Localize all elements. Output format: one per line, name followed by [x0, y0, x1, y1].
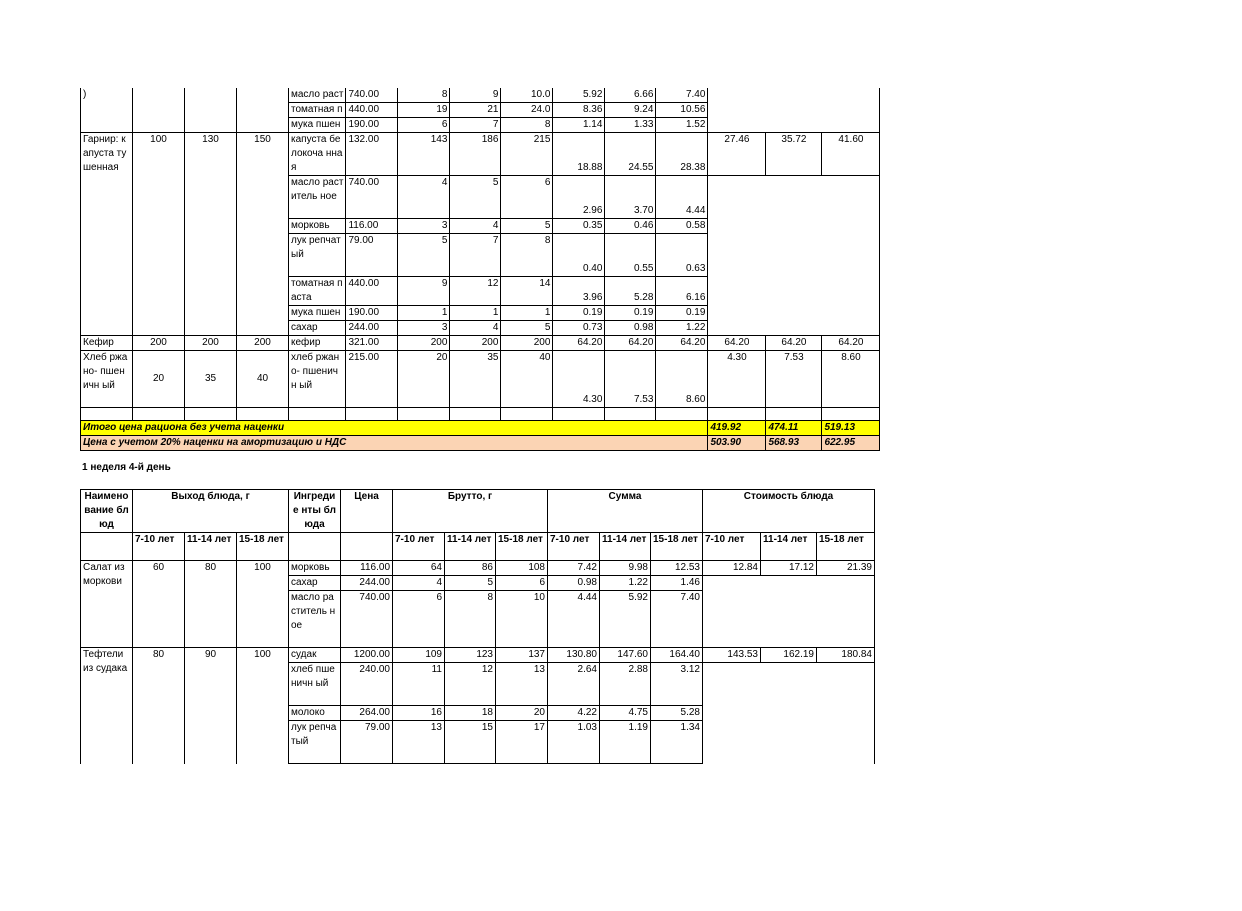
sum-cell: 5.92 — [600, 591, 651, 648]
col-header-age: 15-18 лет — [817, 533, 875, 561]
sum-cell: 2.88 — [600, 663, 651, 706]
brutto-cell: 6 — [501, 176, 553, 219]
col-header-ingredients: Ингредие нты блюда — [289, 490, 341, 533]
brutto-cell: 6 — [496, 576, 548, 591]
sum-cell: 7.40 — [651, 591, 703, 648]
total-value: 474.11 — [766, 421, 822, 436]
dish-cost-cell: 162.19 — [761, 648, 817, 663]
brutto-cell: 17 — [496, 721, 548, 764]
dish-cost-cell: 27.46 — [708, 133, 766, 176]
sum-cell: 0.55 — [605, 234, 656, 277]
brutto-cell: 9 — [398, 277, 450, 306]
brutto-cell: 4 — [398, 176, 450, 219]
yield-cell: 60 — [133, 561, 185, 648]
table-row — [81, 133, 880, 176]
ingredient-cell: хлеб ржано- пшеничн ый — [289, 351, 346, 408]
ingredient-cell: лук репчатый — [289, 234, 346, 277]
brutto-cell: 109 — [393, 648, 445, 663]
yield-cell: 80 — [185, 561, 237, 648]
dish-name-cell: ) — [81, 88, 133, 103]
table-row — [81, 351, 880, 408]
price-cell: 740.00 — [341, 591, 393, 648]
price-cell: 240.00 — [341, 663, 393, 706]
price-cell: 190.00 — [346, 118, 398, 133]
sum-cell: 1.22 — [656, 321, 708, 336]
col-header-yield: Выход блюда, г — [133, 490, 289, 533]
markup-label: Цена с учетом 20% наценки на амортизацию и НДС — [81, 436, 708, 451]
sum-cell: 0.19 — [605, 306, 656, 321]
brutto-cell: 24.0 — [501, 103, 553, 118]
price-cell: 132.00 — [346, 133, 398, 176]
sum-cell: 24.55 — [605, 133, 656, 176]
brutto-cell: 4 — [450, 321, 501, 336]
markup-value: 503.90 — [708, 436, 766, 451]
brutto-cell: 11 — [393, 663, 445, 706]
ingredient-cell: мука пшен — [289, 306, 346, 321]
sum-cell: 0.58 — [656, 219, 708, 234]
ingredient-cell: томатная п — [289, 103, 346, 118]
col-header-age: 7-10 лет — [133, 533, 185, 561]
sum-cell: 147.60 — [600, 648, 651, 663]
yield-cell: 40 — [237, 351, 289, 408]
sum-cell: 28.38 — [656, 133, 708, 176]
sum-cell: 0.35 — [553, 219, 605, 234]
ingredient-cell: сахар — [289, 321, 346, 336]
total-value: 519.13 — [822, 421, 880, 436]
dish-cost-cell: 17.12 — [761, 561, 817, 576]
brutto-cell: 5 — [398, 234, 450, 277]
col-header-cost: Стоимость блюда — [703, 490, 875, 533]
sum-cell: 4.30 — [553, 351, 605, 408]
price-cell: 1200.00 — [341, 648, 393, 663]
ingredient-cell: масло раститель ное — [289, 591, 341, 648]
col-header-age: 7-10 лет — [703, 533, 761, 561]
ingredient-cell: кефир — [289, 336, 346, 351]
total-value: 419.92 — [708, 421, 766, 436]
price-cell: 79.00 — [346, 234, 398, 277]
sum-cell: 64.20 — [605, 336, 656, 351]
sum-cell: 4.44 — [656, 176, 708, 219]
brutto-cell: 1 — [450, 306, 501, 321]
col-header-age: 15-18 лет — [651, 533, 703, 561]
sum-cell: 9.24 — [605, 103, 656, 118]
sum-cell: 6.66 — [605, 88, 656, 103]
header-row — [81, 490, 875, 533]
dish-name-cell: Хлеб ржано- пшеничн ый — [81, 351, 133, 408]
yield-cell: 200 — [185, 336, 237, 351]
sum-cell: 5.92 — [553, 88, 605, 103]
sum-cell: 7.42 — [548, 561, 600, 576]
price-cell: 116.00 — [346, 219, 398, 234]
price-cell: 116.00 — [341, 561, 393, 576]
brutto-cell: 4 — [393, 576, 445, 591]
ingredient-cell: морковь — [289, 219, 346, 234]
yield-cell: 100 — [237, 561, 289, 648]
col-header-age: 7-10 лет — [393, 533, 445, 561]
brutto-cell: 5 — [450, 176, 501, 219]
sum-cell: 0.98 — [605, 321, 656, 336]
brutto-cell: 8 — [501, 234, 553, 277]
brutto-cell: 186 — [450, 133, 501, 176]
sum-cell: 7.53 — [605, 351, 656, 408]
sum-cell: 1.46 — [651, 576, 703, 591]
ingredient-cell: мука пшен — [289, 118, 346, 133]
col-header-age: 11-14 лет — [761, 533, 817, 561]
brutto-cell: 64 — [393, 561, 445, 576]
sum-cell: 4.75 — [600, 706, 651, 721]
ingredient-cell: масло раститель ное — [289, 176, 346, 219]
cost-table-day4 — [80, 489, 875, 764]
brutto-cell: 1 — [398, 306, 450, 321]
price-cell: 244.00 — [346, 321, 398, 336]
sum-cell: 0.63 — [656, 234, 708, 277]
brutto-cell: 13 — [496, 663, 548, 706]
col-header-price: Цена — [341, 490, 393, 533]
ingredient-cell: судак — [289, 648, 341, 663]
col-header-sum: Сумма — [548, 490, 703, 533]
brutto-cell: 20 — [496, 706, 548, 721]
markup-value: 568.93 — [766, 436, 822, 451]
brutto-cell: 15 — [445, 721, 496, 764]
dish-name-cell: Кефир — [81, 336, 133, 351]
brutto-cell: 12 — [445, 663, 496, 706]
brutto-cell: 123 — [445, 648, 496, 663]
yield-cell: 90 — [185, 648, 237, 764]
price-cell: 740.00 — [346, 176, 398, 219]
yield-cell: 200 — [133, 336, 185, 351]
sum-cell: 4.44 — [548, 591, 600, 648]
sum-cell: 0.40 — [553, 234, 605, 277]
dish-cost-cell: 12.84 — [703, 561, 761, 576]
table-row — [81, 336, 880, 351]
dish-cost-cell: 21.39 — [817, 561, 875, 576]
total-label: Итого цена рациона без учета наценки — [81, 421, 708, 436]
sum-cell: 64.20 — [553, 336, 605, 351]
brutto-cell: 16 — [393, 706, 445, 721]
col-header-brutto: Брутто, г — [393, 490, 548, 533]
brutto-cell: 20 — [398, 351, 450, 408]
brutto-cell: 9 — [450, 88, 501, 103]
brutto-cell: 215 — [501, 133, 553, 176]
sum-cell: 0.98 — [548, 576, 600, 591]
menu-cost-sheet-day4 — [80, 489, 875, 764]
sum-cell: 7.40 — [656, 88, 708, 103]
dish-cost-cell: 64.20 — [708, 336, 766, 351]
sum-cell: 1.22 — [600, 576, 651, 591]
price-cell: 79.00 — [341, 721, 393, 764]
ingredient-cell: молоко — [289, 706, 341, 721]
brutto-cell: 200 — [450, 336, 501, 351]
sum-cell: 9.98 — [600, 561, 651, 576]
header-row — [81, 533, 875, 561]
table-row — [81, 408, 880, 421]
sum-cell: 3.12 — [651, 663, 703, 706]
ingredient-cell: лук репчатый — [289, 721, 341, 764]
sum-cell: 6.16 — [656, 277, 708, 306]
sum-cell: 130.80 — [548, 648, 600, 663]
sum-cell: 8.36 — [553, 103, 605, 118]
brutto-cell: 12 — [450, 277, 501, 306]
sum-cell: 0.19 — [553, 306, 605, 321]
yield-cell: 100 — [133, 133, 185, 336]
sum-cell: 1.52 — [656, 118, 708, 133]
brutto-cell: 108 — [496, 561, 548, 576]
brutto-cell: 200 — [398, 336, 450, 351]
yield-cell: 200 — [237, 336, 289, 351]
brutto-cell: 21 — [450, 103, 501, 118]
sum-cell: 3.70 — [605, 176, 656, 219]
dish-cost-cell: 64.20 — [822, 336, 880, 351]
dish-cost-cell: 7.53 — [766, 351, 822, 408]
yield-cell: 100 — [237, 648, 289, 764]
table-row — [81, 648, 875, 663]
brutto-cell: 18 — [445, 706, 496, 721]
brutto-cell: 8 — [398, 88, 450, 103]
yield-cell: 35 — [185, 351, 237, 408]
brutto-cell: 4 — [450, 219, 501, 234]
brutto-cell: 19 — [398, 103, 450, 118]
price-cell: 440.00 — [346, 277, 398, 306]
brutto-cell: 1 — [501, 306, 553, 321]
price-cell: 740.00 — [346, 88, 398, 103]
dish-cost-cell: 4.30 — [708, 351, 766, 408]
ingredient-cell: хлеб пшеничн ый — [289, 663, 341, 706]
dish-cost-cell: 180.84 — [817, 648, 875, 663]
sum-cell: 1.14 — [553, 118, 605, 133]
price-cell: 440.00 — [346, 103, 398, 118]
price-cell: 244.00 — [341, 576, 393, 591]
table-row — [81, 88, 880, 103]
brutto-cell: 8 — [445, 591, 496, 648]
sum-cell: 8.60 — [656, 351, 708, 408]
sum-cell: 5.28 — [651, 706, 703, 721]
dish-cost-cell: 41.60 — [822, 133, 880, 176]
brutto-cell: 40 — [501, 351, 553, 408]
ingredient-cell: сахар — [289, 576, 341, 591]
brutto-cell: 86 — [445, 561, 496, 576]
sum-cell: 18.88 — [553, 133, 605, 176]
dish-cost-cell: 143.53 — [703, 648, 761, 663]
price-cell: 190.00 — [346, 306, 398, 321]
col-header-age: 7-10 лет — [548, 533, 600, 561]
markup-value: 622.95 — [822, 436, 880, 451]
table-row — [81, 118, 880, 133]
col-header-age: 15-18 лет — [496, 533, 548, 561]
sum-cell: 0.46 — [605, 219, 656, 234]
brutto-cell: 5 — [501, 219, 553, 234]
col-header-age: 15-18 лет — [237, 533, 289, 561]
sum-cell: 0.19 — [656, 306, 708, 321]
cost-table-continued — [80, 88, 880, 451]
dish-cost-cell: 64.20 — [766, 336, 822, 351]
dish-name-cell: Тефтели из судака — [81, 648, 133, 764]
brutto-cell: 5 — [501, 321, 553, 336]
markup-row — [81, 436, 880, 451]
yield-cell: 20 — [133, 351, 185, 408]
section-title: 1 неделя 4-й день — [82, 462, 171, 473]
price-cell: 215.00 — [346, 351, 398, 408]
brutto-cell: 35 — [450, 351, 501, 408]
sum-cell: 2.64 — [548, 663, 600, 706]
table-row — [81, 103, 880, 118]
brutto-cell: 10.0 — [501, 88, 553, 103]
brutto-cell: 137 — [496, 648, 548, 663]
dish-name-cell: Салат из моркови — [81, 561, 133, 648]
brutto-cell: 3 — [398, 321, 450, 336]
sum-cell: 5.28 — [605, 277, 656, 306]
brutto-cell: 200 — [501, 336, 553, 351]
dish-name-cell: Гарнир: капуста тушенная — [81, 133, 133, 336]
brutto-cell: 14 — [501, 277, 553, 306]
brutto-cell: 13 — [393, 721, 445, 764]
dish-cost-cell: 8.60 — [822, 351, 880, 408]
sum-cell: 3.96 — [553, 277, 605, 306]
brutto-cell: 3 — [398, 219, 450, 234]
sum-cell: 164.40 — [651, 648, 703, 663]
table-row — [81, 561, 875, 576]
col-header-name: Наимено вание блюд — [81, 490, 133, 533]
sum-cell: 4.22 — [548, 706, 600, 721]
brutto-cell: 7 — [450, 118, 501, 133]
total-row — [81, 421, 880, 436]
sum-cell: 0.73 — [553, 321, 605, 336]
price-cell: 321.00 — [346, 336, 398, 351]
price-cell: 264.00 — [341, 706, 393, 721]
col-header-age: 11-14 лет — [445, 533, 496, 561]
brutto-cell: 6 — [393, 591, 445, 648]
brutto-cell: 143 — [398, 133, 450, 176]
sum-cell: 1.33 — [605, 118, 656, 133]
brutto-cell: 10 — [496, 591, 548, 648]
sum-cell: 1.19 — [600, 721, 651, 764]
yield-cell: 80 — [133, 648, 185, 764]
sum-cell: 64.20 — [656, 336, 708, 351]
sum-cell: 1.03 — [548, 721, 600, 764]
ingredient-cell: морковь — [289, 561, 341, 576]
col-header-age: 11-14 лет — [600, 533, 651, 561]
sum-cell: 1.34 — [651, 721, 703, 764]
sum-cell: 10.56 — [656, 103, 708, 118]
brutto-cell: 8 — [501, 118, 553, 133]
ingredient-cell: масло раст — [289, 88, 346, 103]
brutto-cell: 7 — [450, 234, 501, 277]
brutto-cell: 5 — [445, 576, 496, 591]
dish-cost-cell: 35.72 — [766, 133, 822, 176]
yield-cell: 150 — [237, 133, 289, 336]
yield-cell: 130 — [185, 133, 237, 336]
menu-cost-sheet-day3 — [80, 88, 880, 451]
ingredient-cell: томатная паста — [289, 277, 346, 306]
sum-cell: 2.96 — [553, 176, 605, 219]
col-header-age: 11-14 лет — [185, 533, 237, 561]
sum-cell: 12.53 — [651, 561, 703, 576]
ingredient-cell: капуста белокоча нная — [289, 133, 346, 176]
brutto-cell: 6 — [398, 118, 450, 133]
